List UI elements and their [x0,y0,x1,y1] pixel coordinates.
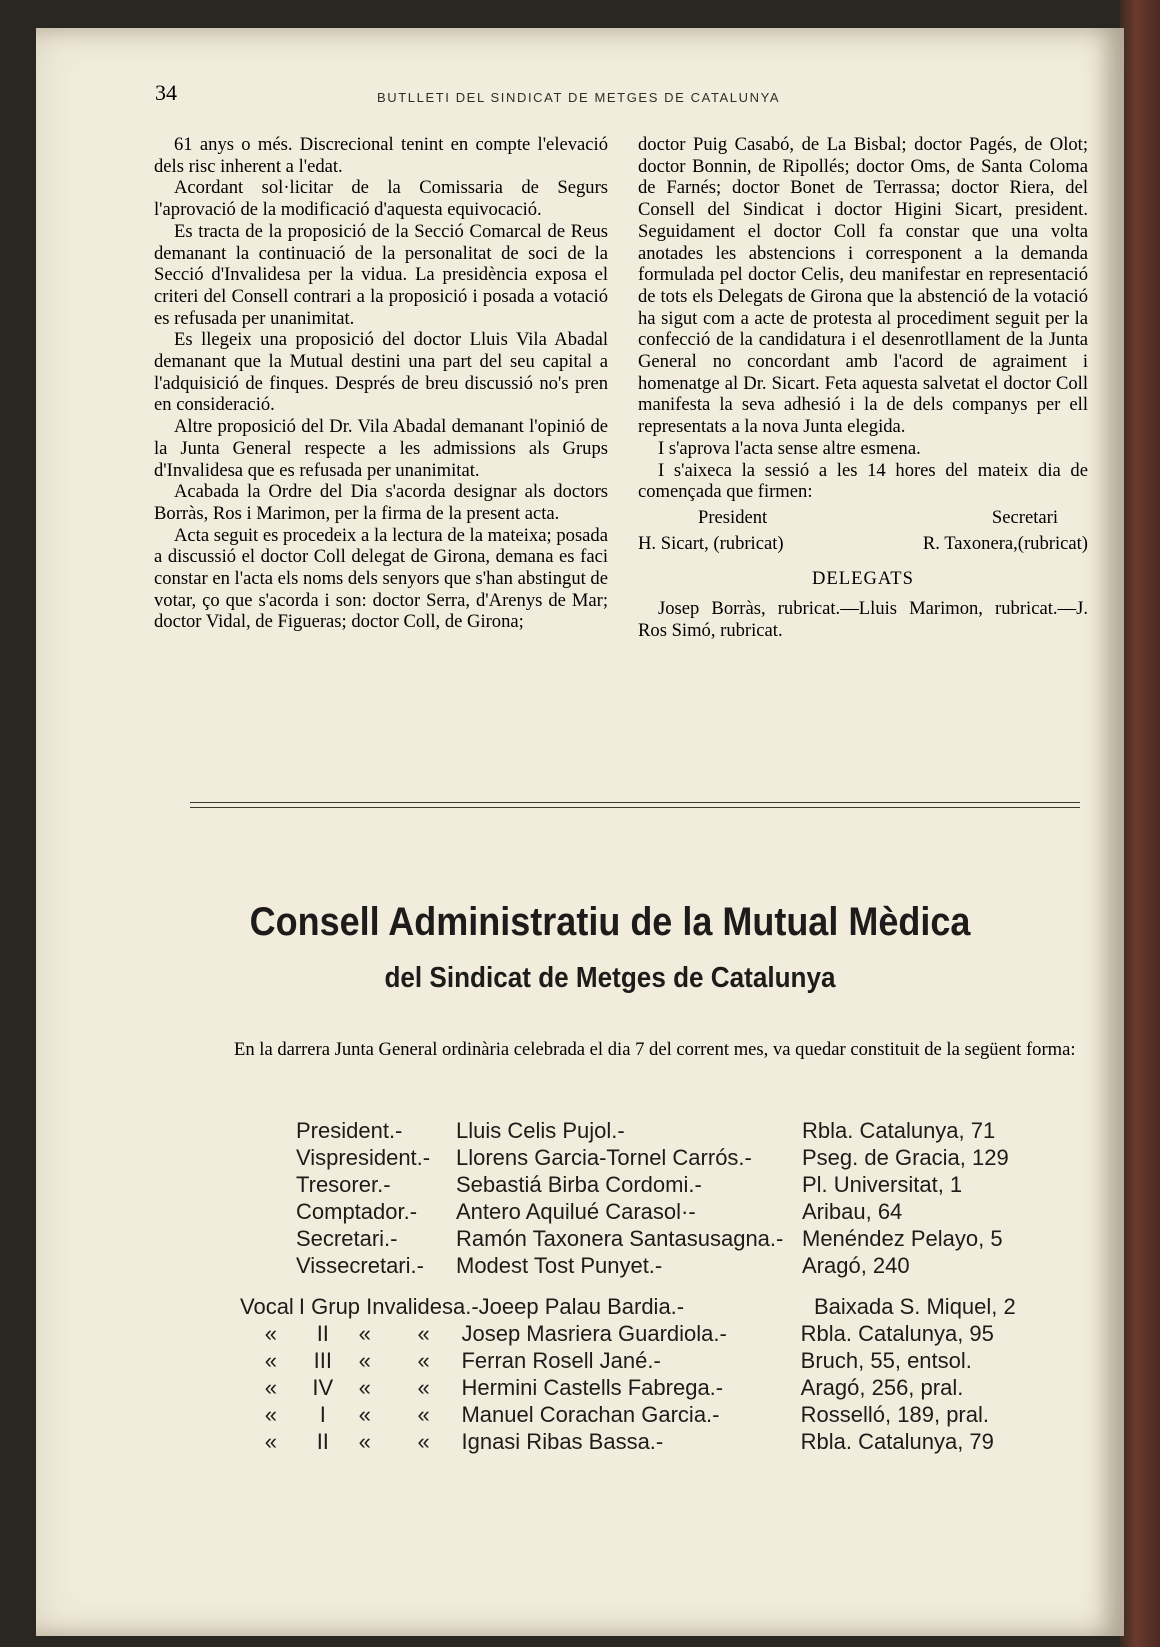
ditto-mark: « [358,1429,371,1454]
board-name: Modest Tost Punyet.- [456,1253,663,1278]
ditto-mark: « [264,1375,278,1400]
board-row [296,1171,1056,1198]
delegats-title: DELEGATS [812,568,914,590]
board-role: Vissecretari.- [296,1253,424,1278]
ditto-mark: « [358,1375,371,1400]
signature-titles [638,507,1088,529]
president-title: President [698,506,768,528]
vocal-name: Ignasi Ribas Bassa.- [461,1429,664,1454]
board-role: Secretari.- [296,1226,398,1251]
secretary-title: Secretari [991,506,1058,528]
board-row [296,1252,1056,1279]
president-signature: H. Sicart, (rubricat) [638,532,784,554]
board-address: Pseg. de Gracia, 129 [802,1145,1009,1170]
ditto-mark: « [264,1321,278,1346]
paragraph: Acabada la Ordre del Dia s'acorda designar als doctors Borràs, Ros i Marimon, per la firma de la present acta. [154,481,608,524]
group-number: II [316,1429,329,1454]
board-name: Antero Aquilué Carasol·- [456,1199,696,1224]
vocal-name: Ferran Rosell Jané.- [461,1348,661,1373]
vocal-row [240,1347,1080,1374]
vocal-row [240,1401,1080,1428]
board-address: Pl. Universitat, 1 [802,1172,963,1197]
group-number: IV [312,1375,334,1400]
paragraph: I s'aprova l'acta sense altre esmena. [658,437,921,459]
ditto-mark: « [358,1321,371,1346]
board-name: Sebastiá Birba Cordomi.- [456,1172,702,1197]
running-title: BUTLLETI DEL SINDICAT DE METGES DE CATALUNYA [377,90,781,105]
paragraph: Es llegeix una proposició del doctor Lluis Vila Abadal demanant que la Mutual destini una part del seu capital a l'adquisició de finques. Després de breu discussió no's pren en consideració. [154,329,608,416]
secretary-signature: R. Taxonera,(rubricat) [922,532,1088,554]
paragraph: doctor Puig Casabó, de La Bisbal; doctor Pagés, de Olot; doctor Bonnin, de Ripollés; doctor Oms, de Santa Coloma de Farnés; doctor Bonet de Terrassa; doctor Riera, del Consell del Sindicat i doctor Higini Sicart, president. Seguidament el doctor Coll fa constar que una volta anotades les abstencions i corresponent a la demanda formulada pel doctor Celis, deu manifestar en representació de tots els Delegats de Girona que la abstenció de la votació ha sigut com a acte de protesta al procediment seguit per la confecció de la candidatura i el desenrotllament de la Junta General no concordant amb l'acord de agraiment i homenatge al Dr. Sicart. Feta aquesta salvetat el doctor Coll manifesta la seva adhesió i la de dels companys per ell representats a la nova Junta elegida. [638,134,1088,438]
ditto-mark: « [417,1429,430,1454]
board-address: Rbla. Catalunya, 71 [802,1118,996,1143]
paragraph: Es tracta de la proposició de la Secció Comarcal de Reus demanant la continuació de la personalitat de soci de la Secció d'Invalidesa per la vidua. La presidència exposa el criteri del Consell contrari a la proposició i posada a votació es refusada per unanimitat. [154,220,608,329]
vocal-label: Vocal [240,1294,294,1319]
board-row [296,1144,1056,1171]
ditto-mark: « [358,1402,371,1427]
delegats-signatures: Josep Borràs, rubricat.—Lluis Marimon, rubricat.—J. Ros Simó, rubricat. [638,598,1088,641]
divider-rule [190,802,1080,803]
ditto-mark: « [417,1321,430,1346]
ditto-mark: « [417,1402,430,1427]
board-address: Aribau, 64 [802,1199,903,1224]
board-name: Lluis Celis Pujol.- [456,1118,625,1143]
vocal-name: Manuel Corachan Garcia.- [461,1402,720,1427]
paragraph: Acta seguit es procedeix a la lectura de la mateixa; posada a discussió el doctor Coll delegat de Girona, demana es faci constar en l'acta els noms dels senyors que s'han abstingut de votar, ço que s'acorda i son: doctor Serra, d'Arenys de Mar; doctor Vidal, de Figueras; doctor Coll, de Girona; [154,524,608,633]
section-intro [204,1039,1084,1061]
paragraph: Acordant sol·licitar de la Comissaria de Segurs l'aprovació de la modificació d'aquesta equivocació. [154,177,608,221]
board-roster [296,1117,1056,1279]
vocal-row [240,1293,1080,1320]
signature-names [638,533,1088,555]
ditto-mark: « [264,1348,278,1373]
paragraph: Altre proposició del Dr. Vila Abadal demanant l'opinió de la Junta General respecte a les admissions als Grups d'Invalidesa que es refusada per unanimitat. [154,416,608,481]
book-spine [1120,0,1160,1647]
group-number: III [313,1348,332,1373]
vocal-address: Rosselló, 189, pral. [800,1402,989,1427]
board-role: Vispresident.- [296,1145,431,1170]
board-role: Comptador.- [296,1199,418,1224]
ditto-mark: « [417,1375,430,1400]
board-name: Llorens Garcia-Tornel Carrós.- [456,1145,752,1170]
board-address: Aragó, 240 [802,1253,910,1278]
page-header [155,80,915,116]
ditto-mark: « [358,1348,371,1373]
board-row [296,1198,1056,1225]
vocal-address: Rbla. Catalunya, 79 [800,1429,994,1454]
vocal-name: Josep Masriera Guardiola.- [461,1321,727,1346]
vocal-name: Hermini Castells Fabrega.- [461,1375,724,1400]
vocal-address: Rbla. Catalunya, 95 [800,1321,994,1346]
vocal-address: Aragó, 256, pral. [800,1375,964,1400]
paragraph: 61 anys o més. Discrecional tenint en compte l'elevació dels risc inherent a l'edat. [154,134,608,177]
group-number: II [316,1321,329,1346]
section-title: Consell Administratiu de la Mutual Mèdica [249,900,971,944]
vocal-row [240,1428,1080,1455]
board-name: Ramón Taxonera Santasusagna.- [456,1226,784,1251]
board-role: Tresorer.- [296,1172,391,1197]
divider-rule [190,807,1080,808]
intro-paragraph: En la darrera Junta General ordinària celebrada el dia 7 del corrent mes, va quedar constituit de la següent forma: [234,1039,1076,1060]
vocal-address: Baixada S. Miquel, 2 [813,1294,1016,1319]
ditto-mark: « [417,1348,430,1373]
left-column [154,134,608,633]
board-row [296,1225,1056,1252]
page-number: 34 [155,80,177,105]
vocal-first-entry: I Grup Invalidesa.-Joeep Palau Bardia.- [298,1294,685,1319]
right-column [638,134,1088,641]
board-row [296,1117,1056,1144]
board-address: Menéndez Pelayo, 5 [802,1226,1003,1251]
board-role: President.- [296,1118,403,1143]
paragraph: I s'aixeca la sessió a les 14 hores del mateix dia de començada que firmen: [638,459,1088,503]
vocal-row [240,1320,1080,1347]
ditto-mark: « [264,1402,278,1427]
text-columns [154,134,1088,794]
vocals-list [240,1293,1080,1455]
ditto-mark: « [264,1429,278,1454]
group-number: I [319,1402,326,1427]
section-subtitle: del Sindicat de Metges de Catalunya [384,962,836,994]
vocal-address: Bruch, 55, entsol. [800,1348,972,1373]
vocal-row [240,1374,1080,1401]
